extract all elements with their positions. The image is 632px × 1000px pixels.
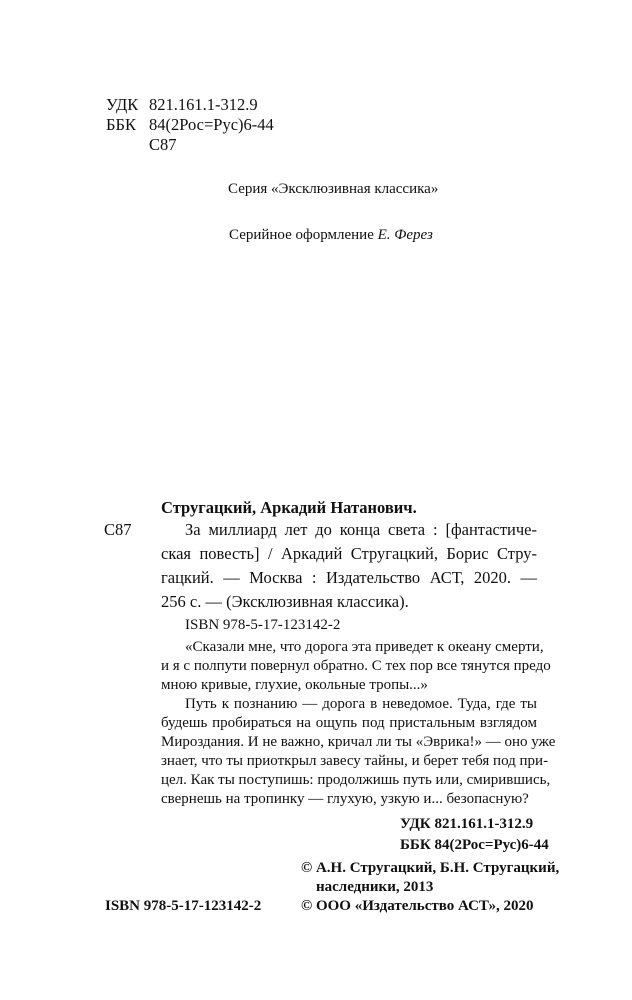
annotation-line: Мироздания. И не важно, кричал ли ты «Эврика!» — оно уже <box>161 734 556 750</box>
entry-line: ская повесть] / Аркадий Стругацкий, Борис Стру- <box>161 544 537 563</box>
annotation-line: Путь к познанию — дорога в неведомое. Туда, где ты <box>185 696 537 712</box>
entry-line: За миллиард лет до конца света : [фантастиче- <box>185 520 537 539</box>
design-label: Серийное оформление <box>229 227 374 243</box>
author-mark: С87 <box>149 135 177 154</box>
bbk-value: 84(2Рос=Рус)6-44 <box>149 115 274 134</box>
copyright-line-3: © ООО «Издательство АСТ», 2020 <box>301 898 534 914</box>
annotation-line: «Сказали мне, что дорога эта приведет к океану смерти, <box>185 639 544 655</box>
designer-name: Е. Ферез <box>377 227 433 243</box>
card-mark: С87 <box>104 520 132 539</box>
copyright-line-1: © А.Н. Стругацкий, Б.Н. Стругацкий, <box>301 860 560 876</box>
annotation-line: цел. Как ты поступишь: продолжишь путь или, смирившись, <box>161 772 551 788</box>
author-heading: Стругацкий, Аркадий Натанович. <box>161 498 417 517</box>
annotation-line: знает, что ты приоткрыл завесу тайны, и берет тебя под при- <box>161 753 549 769</box>
annotation-line: будешь пробираться на ощупь под пристальным взглядом <box>161 715 537 731</box>
design-line <box>229 226 433 244</box>
card-bbk: ББК 84(2Рос=Рус)6-44 <box>400 837 549 853</box>
series-line: Серия «Эксклюзивная классика» <box>228 181 439 197</box>
card-udk: УДК 821.161.1-312.9 <box>400 816 534 832</box>
card-isbn: ISBN 978-5-17-123142-2 <box>185 617 341 633</box>
entry-line: гацкий. — Москва : Издательство АСТ, 2020. — <box>161 568 537 587</box>
udk-label: УДК <box>106 95 139 114</box>
bbk-label: ББК <box>106 115 136 134</box>
annotation-line: и я с полпути повернул обратно. С тех пор все тянутся предо <box>161 658 551 674</box>
entry-line: 256 с. — (Эксклюзивная классика). <box>161 592 409 611</box>
footer-isbn: ISBN 978-5-17-123142-2 <box>105 898 262 914</box>
annotation-line: мною кривые, глухие, окольные тропы...» <box>161 677 428 693</box>
copyright-line-2: наследники, 2013 <box>316 879 434 895</box>
annotation-line: свернешь на тропинку — глухую, узкую и... безопасную? <box>161 791 529 807</box>
udk-value: 821.161.1-312.9 <box>149 95 258 114</box>
